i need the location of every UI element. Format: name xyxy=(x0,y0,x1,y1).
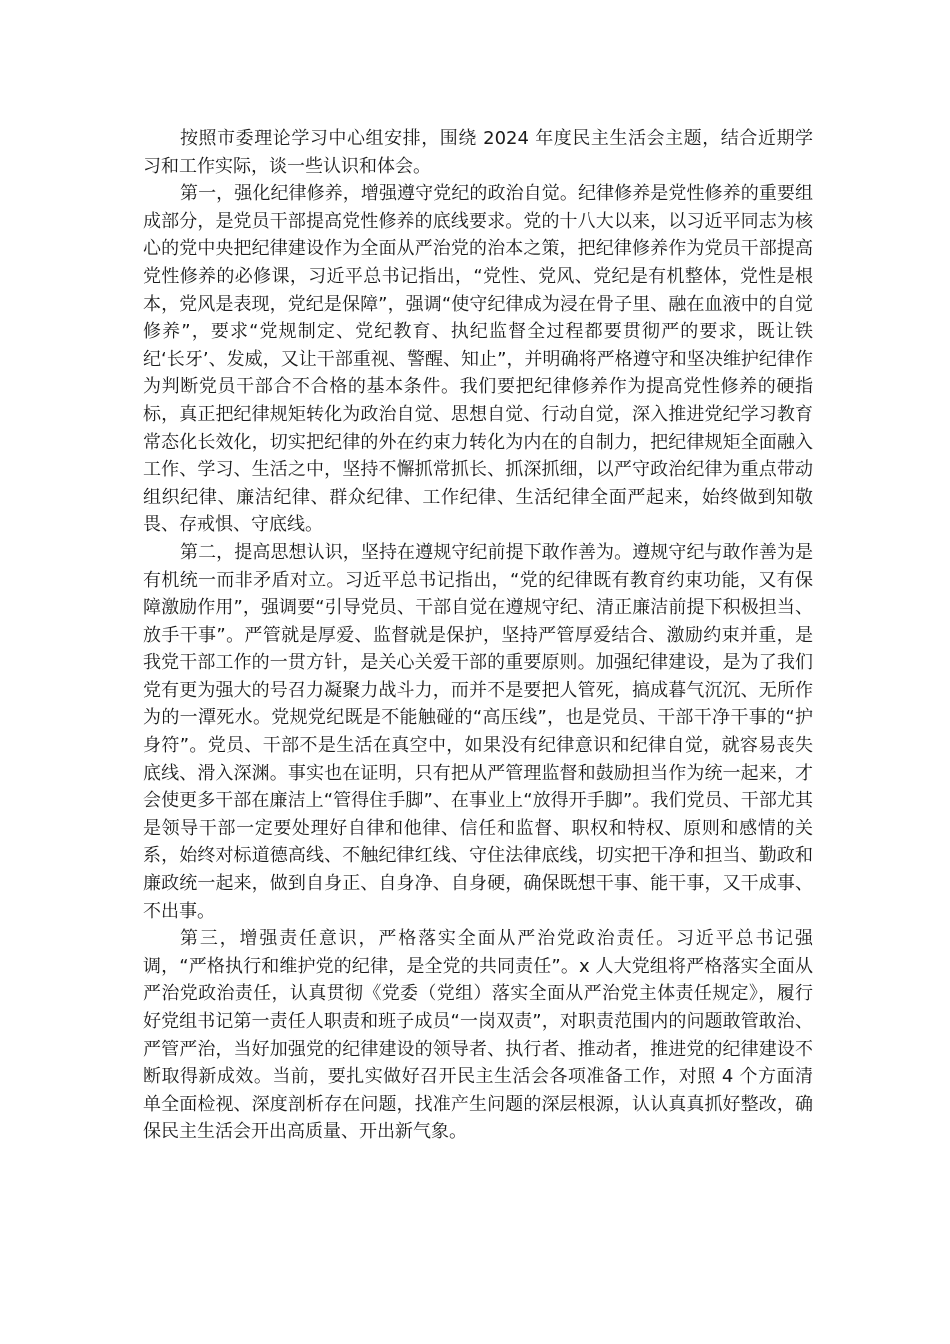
section-three-paragraph: 第三，增强责任意识，严格落实全面从严治党政治责任。习近平总书记强调，“严格执行和维护党的纪律，是全党的共同责任”。x 人大党组将严格落实全面从严治党政治责任，认真贯彻《党委（党组）落实全面从严治党主体责任规定》，履行好党组书记第一责任人职责和班子成员“一岗双责”，对职责范围内的问题敢管敢治、严管严治，当好加强党的纪律建设的领导者、执行者、推动者，推进党的纪律建设不断取得新成效。当前，要扎实做好召开民主生活会各项准备工作，对照 4 个方面清单全面检视、深度剖析存在问题，找准产生问题的深层根源，认认真真抓好整改，确保民主生活会开出高质量、开出新气象。 xyxy=(143,928,813,1143)
section-two-paragraph: 第二，提高思想认识，坚持在遵规守纪前提下敢作善为。遵规守纪与敢作善为是有机统一而非矛盾对立。习近平总书记指出，“党的纪律既有教育约束功能，又有保障激励作用”，强调要“引导党员、干部自觉在遵规守纪、清正廉洁前提下积极担当、放手干事”。严管就是厚爱、监督就是保护，坚持严管厚爱结合、激励约束并重，是我党干部工作的一贯方针，是关心关爱干部的重要原则。加强纪律建设，是为了我们党有更为强大的号召力凝聚力战斗力，而并不是要把人管死，搞成暮气沉沉、无所作为的一潭死水。党规党纪既是不能触碰的“高压线”，也是党员、干部干净干事的“护身符”。党员、干部不是生活在真空中，如果没有纪律意识和纪律自觉，就容易丧失底线、滑入深渊。事实也在证明，只有把从严管理监督和鼓励担当作为统一起来，才会使更多干部在廉洁上“管得住手脚”、在事业上“放得开手脚”。我们党员、干部尤其是领导干部一定要处理好自律和他律、信任和监督、职权和特权、原则和感情的关系，始终对标道德高线、不触纪律红线、守住法律底线，切实把干净和担当、勤政和廉政统一起来，做到自身正、自身净、自身硬，确保既想干事、能干事，又干成事、不出事。 xyxy=(143,541,813,922)
document-body xyxy=(143,125,813,1146)
section-one-paragraph: 第一，强化纪律修养，增强遵守党纪的政治自觉。纪律修养是党性修养的重要组成部分，是党员干部提高党性修养的底线要求。党的十八大以来，以习近平同志为核心的党中央把纪律建设作为全面从严治党的治本之策，把纪律修养作为党员干部提高党性修养的必修课，习近平总书记指出，“党性、党风、党纪是有机整体，党性是根本，党风是表现，党纪是保障”，强调“使守纪律成为浸在骨子里、融在血液中的自觉修养”，要求“党规制定、党纪教育、执纪监督全过程都要贯彻严的要求，既让铁纪‘长牙’、发威，又让干部重视、警醒、知止”，并明确将严格遵守和坚决维护纪律作为判断党员干部合不合格的基本条件。我们要把纪律修养作为提高党性修养的硬指标，真正把纪律规矩转化为政治自觉、思想自觉、行动自觉，深入推进党纪学习教育常态化长效化，切实把纪律的外在约束力转化为内在的自制力，把纪律规矩全面融入工作、学习、生活之中，坚持不懈抓常抓长、抓深抓细，以严守政治纪律为重点带动组织纪律、廉洁纪律、群众纪律、工作纪律、生活纪律全面严起来，始终做到知敬畏、存戒惧、守底线。 xyxy=(143,183,813,536)
intro-paragraph: 按照市委理论学习中心组安排，围绕 2024 年度民主生活会主题，结合近期学习和工作实际，谈一些认识和体会。 xyxy=(143,128,813,177)
